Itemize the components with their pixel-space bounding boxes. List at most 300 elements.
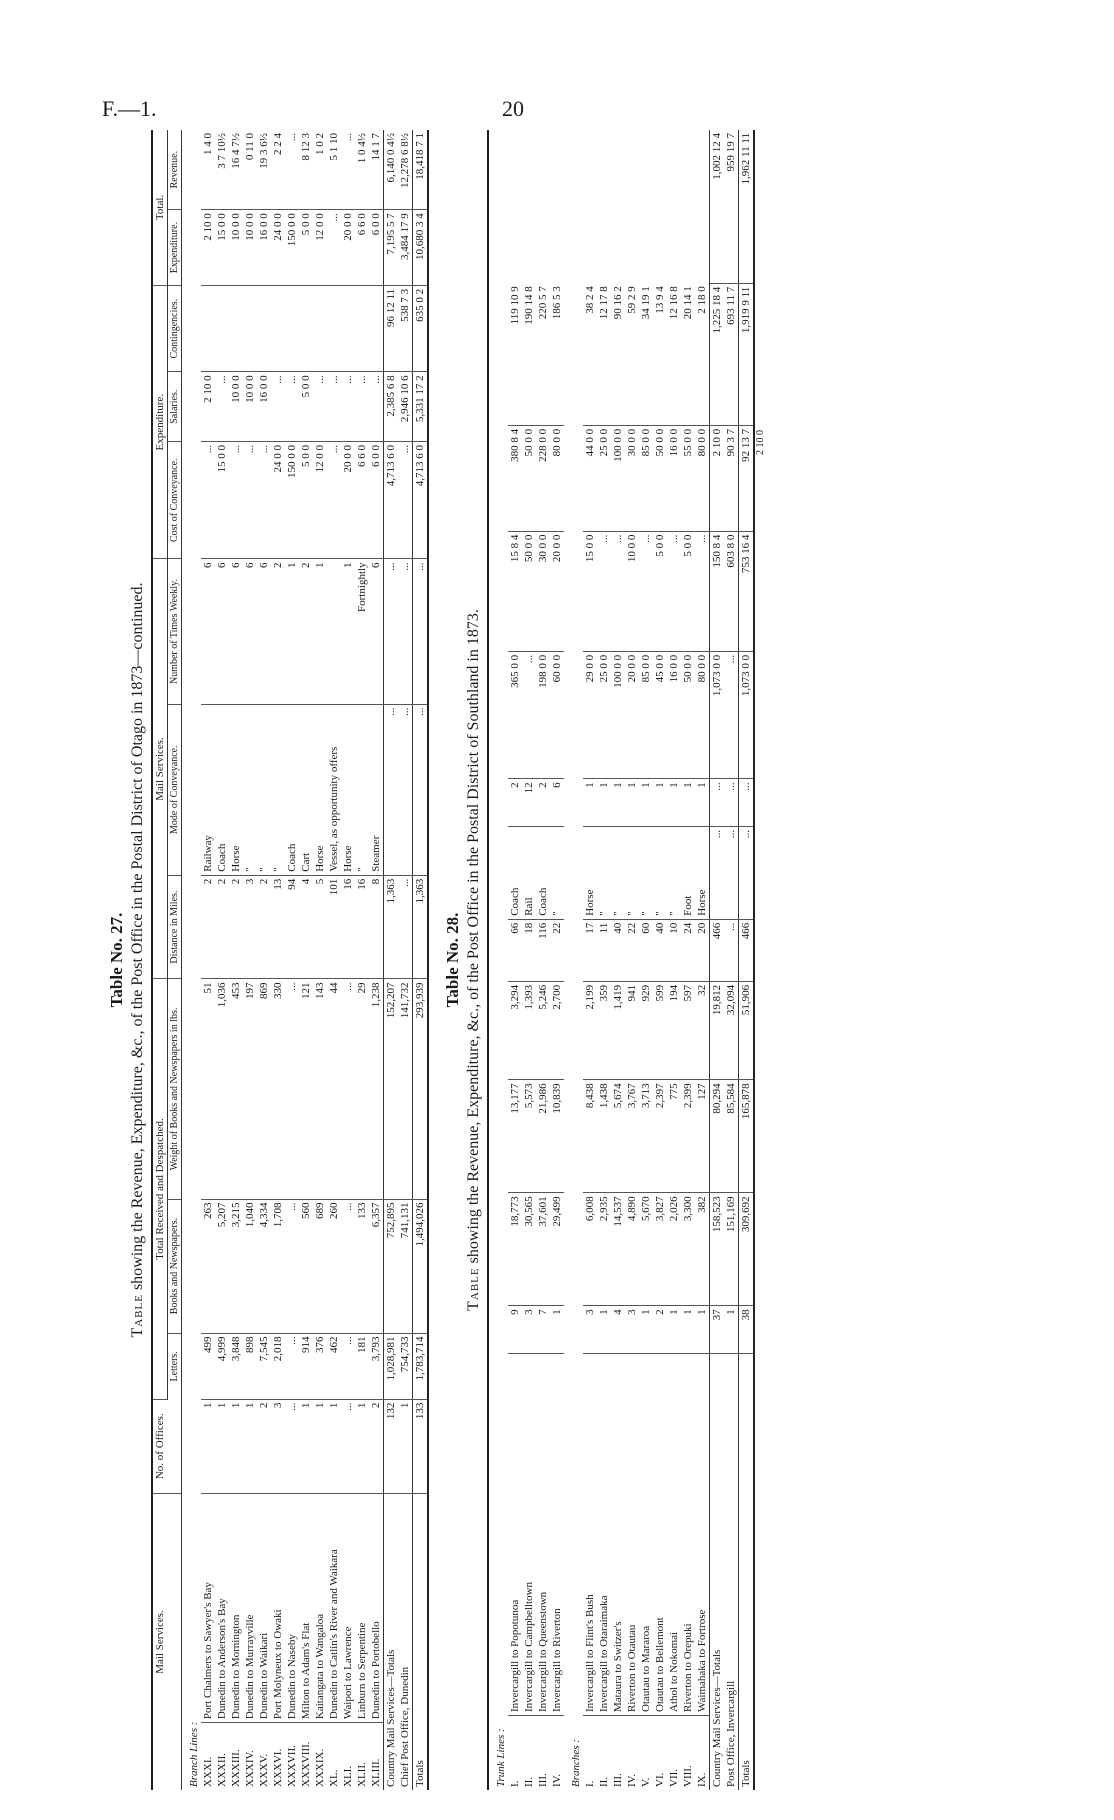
table-28-caption [465,130,483,1790]
table-row [285,130,299,1790]
cell-mode: Coach [285,704,299,875]
cell-salaries: ... [369,372,384,442]
cell-cost: 45 0 0 [653,651,667,779]
cell-offices: 38 [739,1306,755,1354]
cell-books: 21,986 [536,1080,550,1193]
cell-weight: 51 [201,979,215,1199]
cell-weight: 197 [243,979,257,1199]
col-cost: Cost of Conveyance. [168,442,182,559]
subtotal-row [384,130,399,1790]
cell-expenditure: 228 0 0 [536,425,550,531]
table-row [299,130,313,1790]
cell-expenditure: 150 0 0 [285,210,299,286]
cell-revenue: ... [341,130,355,210]
cell-mode: Railway [201,704,215,875]
cell-mode: Horse [229,704,243,875]
cell-mode: ... [710,826,725,919]
cell-cost: ... [257,442,271,559]
cell-weight: 599 [653,981,667,1079]
cell-distance: 1,363 [384,875,399,979]
cell-books: ... [341,1199,355,1333]
cell-contingencies [243,285,257,371]
cell-times: 1 [285,559,299,704]
cell-service: Totals [739,1353,755,1790]
cell-offices: 1 [243,1399,257,1493]
cell-contingencies [299,285,313,371]
page-number: 20 [502,96,524,121]
cell-weight: 32 [695,981,710,1079]
table-28 [443,130,766,1790]
table-27-body [182,130,429,1790]
totals-row [739,130,755,1790]
table-row [313,130,327,1790]
col-mail-services: Mail Services. [152,1493,182,1790]
cell-distance: 20 [695,919,710,981]
col-books: Books and Newspapers. [168,1199,182,1333]
cell-mode: " [639,826,653,919]
cell-distance: 10 [667,919,681,981]
cell-letters: 898 [243,1333,257,1399]
cell-times: 1 [597,779,611,827]
cell-books: 263 [201,1199,215,1333]
cell-distance: 17 [583,919,597,981]
cell-mode: ... [398,704,413,875]
cell-service: Waipori to Lawrence [341,1493,355,1722]
table-27-caption-text: showing the Revenue, Expenditure, &c., of the Post Office in the Postal District of Otago in 1873—continued. [129,582,146,1291]
cell-books: 4,334 [257,1199,271,1333]
col-offices: No. of Offices. [152,1399,182,1493]
cell-offices: ... [341,1399,355,1493]
cell-times: ... [710,779,725,827]
cell-roman: XLII. [356,1762,368,1787]
cell-cost: ... [243,442,257,559]
table-row [229,130,243,1790]
cell-letters: ... [285,1333,299,1399]
cell-salaries: 20 0 0 [550,531,564,651]
cell-times: Fortnightly [355,559,369,704]
cell-expenditure: 44 0 0 [583,425,597,531]
cell-roman: XXXIII. [230,1749,242,1787]
cell-service: Dunedin to Catlin's River and Waikara [327,1493,341,1722]
cell-weight: 3,294 [508,981,522,1079]
cell-revenue: 186 5 3 [550,283,564,425]
cell-offices: 132 [384,1399,399,1493]
table-27-title: Table No. 27. [107,912,126,1008]
cell-roman: VI. [654,1772,666,1787]
cell-expenditure: 85 0 0 [639,425,653,531]
cell-roman: XL. [328,1769,340,1787]
cell-expenditure: 6 6 0 [355,210,369,286]
cell-distance: 40 [653,919,667,981]
cell-times: 1 [695,779,710,827]
cell-expenditure: 24 0 0 [271,210,285,286]
cell-offices: 3 [271,1399,285,1493]
cell-expenditure: 7,195 5 7 [384,210,399,286]
cell-books: 85,584 [724,1080,739,1193]
cell-books: 775 [667,1080,681,1193]
cell-cost: 1,073 0 0 [710,651,725,779]
cell-salaries: 2 10 0 [201,372,215,442]
cell-offices: 3 [625,1306,639,1354]
cell-letters: 2,026 [667,1193,681,1306]
cell-service: Post Office, Invercargill [725,1680,737,1787]
cell-weight: 453 [229,979,243,1199]
cell-offices: 1 [215,1399,229,1493]
col-mode: Mode of Conveyance. [168,704,182,875]
cell-cost: 6 6 0 [355,442,369,559]
cell-times: 1 [583,779,597,827]
cell-expenditure: 2 10 0 [201,210,215,286]
cell-service: Otautau to Bellemont [653,1353,667,1715]
cell-offices: ... [285,1399,299,1493]
cell-letters: 3,827 [653,1193,667,1306]
cell-cost: 20 0 0 [341,442,355,559]
cell-weight: 152,207 [384,979,399,1199]
cell-offices: 2 [653,1306,667,1354]
cell-contingencies: 2 10 0 [710,425,725,531]
cell-letters: 1,028,981 [384,1333,399,1399]
cell-mode: ... [384,704,399,875]
cell-distance: 16 [355,875,369,979]
cell-roman: III. [537,1773,549,1787]
cell-distance: 8 [369,875,384,979]
cell-times: 1 [611,779,625,827]
cell-distance: ... [398,875,413,979]
cell-salaries: 2,385 6 8 [384,372,399,442]
cell-weight: ... [341,979,355,1199]
cell-letters: 181 [355,1333,369,1399]
cell-contingencies [229,285,243,371]
cell-books: 3,215 [229,1199,243,1333]
cell-times: 2 [508,779,522,827]
table-row [522,130,536,1790]
cell-distance: 11 [597,919,611,981]
cell-times: 1 [639,779,653,827]
cell-times: 1 [667,779,681,827]
cell-letters: 29,499 [550,1193,564,1306]
cell-letters: 3,300 [681,1193,695,1306]
cell-revenue: 220 5 7 [536,283,550,425]
cell-cost: 12 0 0 [313,442,327,559]
cell-offices: 1 [639,1306,653,1354]
cell-cost: 198 0 0 [536,651,550,779]
cell-contingencies [285,285,299,371]
cell-cost: 6 0 0 [369,442,384,559]
cell-weight: 929 [639,981,653,1079]
cell-distance: 66 [508,919,522,981]
cell-salaries: ... [327,372,341,442]
cell-expenditure: 693 11 7 [724,283,739,425]
table-28-grid [487,130,755,1790]
col-group-ms: Mail Services. [152,559,168,979]
table-row [369,130,384,1790]
table-row [695,130,710,1790]
cell-distance: 4 [299,875,313,979]
table-row [243,130,257,1790]
cell-books: 3,767 [625,1080,639,1193]
cell-roman: III. [612,1773,624,1787]
cell-letters: 4,890 [625,1193,639,1306]
cell-expenditure: 5 0 0 [299,210,313,286]
table-row [681,130,695,1790]
cell-service: Dunedin to Naseby [285,1493,299,1722]
cell-weight: 1,419 [611,981,625,1079]
table-28-caption-prefix: Table [465,1267,482,1311]
cell-contingencies [215,285,229,371]
cell-revenue: 12 16 8 [667,283,681,425]
cell-expenditure: 30 0 0 [625,425,639,531]
table-27-grid [151,130,429,1790]
col-group-total: Total. [152,130,168,285]
cell-cost: 60 0 0 [550,651,564,779]
table-27-caption-prefix: Table [129,1294,146,1338]
cell-mode: " [625,826,639,919]
cell-books: 10,839 [550,1080,564,1193]
col-contingencies: Contingencies. [168,285,182,371]
cell-letters: ... [341,1333,355,1399]
cell-cost: 85 0 0 [639,651,653,779]
cell-contingencies: 92 13 7 [739,425,755,531]
cell-weight: 597 [681,981,695,1079]
cell-contingencies [313,285,327,371]
cell-weight: ... [285,979,299,1199]
cell-expenditure: ... [327,210,341,286]
cell-service: Waimahaka to Fortrose [695,1353,710,1715]
cell-weight: 19,812 [710,981,725,1079]
cell-times: 6 [243,559,257,704]
cell-salaries: ... [313,372,327,442]
col-group-trd: Total Received and Despatched. [152,979,168,1399]
cell-times: 1 [625,779,639,827]
cell-weight: 359 [597,981,611,1079]
cell-offices: 3 [583,1306,597,1354]
cell-books: 560 [299,1199,313,1333]
col-weight: Weight of Books and Newspapers in lbs. [168,979,182,1199]
cell-distance: 60 [639,919,653,981]
cell-distance: ... [724,919,739,981]
cell-weight: 194 [667,981,681,1079]
cell-salaries: 10 0 0 [229,372,243,442]
cell-offices: 37 [710,1306,725,1354]
cell-mode: Vessel, as opportunity offers [327,704,341,875]
cell-roman: V. [640,1777,652,1787]
table-row [355,130,369,1790]
cell-cost: 5 0 0 [299,442,313,559]
cell-weight: 143 [313,979,327,1199]
cell-roman: XLIII. [370,1758,382,1787]
cell-distance: 2 [257,875,271,979]
cell-roman: IX. [696,1772,708,1787]
col-distance: Distance in Miles. [168,875,182,979]
cell-roman: XXXIV. [244,1750,256,1787]
cell-revenue: 8 12 3 [299,130,313,210]
cell-distance: 24 [681,919,695,981]
cell-distance: 2 [229,875,243,979]
totals-row [413,130,429,1790]
cell-distance: 13 [271,875,285,979]
cell-service: Kaitangata to Wangaloa [313,1493,327,1722]
cell-times: 6 [550,779,564,827]
cell-cost: 80 0 0 [695,651,710,779]
cell-offices: 1 [695,1306,710,1354]
cell-cost: 15 0 0 [215,442,229,559]
cell-salaries: ... [667,531,681,651]
cell-weight: 869 [257,979,271,1199]
cell-offices: 4 [611,1306,625,1354]
table-row [653,130,667,1790]
cell-letters: 754,733 [398,1333,413,1399]
cell-contingencies: 538 7 3 [398,285,413,371]
col-salaries: Salaries. [168,372,182,442]
cell-salaries: ... [355,372,369,442]
table-row [550,130,564,1790]
cell-letters: 4,999 [215,1333,229,1399]
cell-salaries: 5 0 0 [653,531,667,651]
cell-times: 6 [257,559,271,704]
cell-expenditure: 1,225 18 4 [710,283,725,425]
cell-service: Dunedin to Anderson's Bay [215,1493,229,1722]
table-row [271,130,285,1790]
cell-revenue: 12 17 8 [597,283,611,425]
cell-mode: " [550,826,564,919]
cell-offices: 1 [681,1306,695,1354]
cell-expenditure: 25 0 0 [597,425,611,531]
cell-revenue: 1 0 4½ [355,130,369,210]
cell-mode: Foot [681,826,695,919]
cell-roman: XXXIX. [314,1748,326,1787]
cell-times: ... [384,559,399,704]
table-row [257,130,271,1790]
cell-revenue: 90 16 2 [611,283,625,425]
cell-weight: 2,700 [550,981,564,1079]
cell-letters: 376 [313,1333,327,1399]
cell-mode: Rail [522,826,536,919]
cell-revenue: 119 10 9 [508,283,522,425]
cell-expenditure: 10 0 0 [243,210,257,286]
cell-revenue: 1,002 12 4 [710,130,725,283]
cell-books: 6,357 [369,1199,384,1333]
cell-books: 1,438 [597,1080,611,1193]
cell-service: Invercargill to Riverton [550,1353,564,1715]
cell-revenue: 959 19 7 [724,130,739,283]
cell-service: Port Molyneux to Owaki [271,1493,285,1722]
cell-contingencies: 635 0 2 [413,285,429,371]
section-label: Branches : [570,1739,582,1787]
cell-cost: 100 0 0 [611,651,625,779]
cell-roman: I. [509,1780,521,1787]
cell-roman: IV. [551,1774,563,1787]
cell-times: 6 [369,559,384,704]
cell-expenditure: 10,680 3 4 [413,210,429,286]
cell-roman: XLI. [342,1765,354,1787]
cell-mode: Horse [341,704,355,875]
cell-service: Mataura to Switzer's [611,1353,625,1715]
cell-service: Invercargill to Queenstown [536,1353,550,1715]
table-27-caption [129,130,147,1790]
col-revenue: Revenue. [168,130,182,210]
cell-service: Invercargill to Popotunoa [508,1353,522,1715]
cell-expenditure: 3,484 17 9 [398,210,413,286]
subtotal-row [710,130,725,1790]
cell-offices: 1 [229,1399,243,1493]
cell-service: Athol to Nokomai [667,1353,681,1715]
cell-distance: 116 [536,919,550,981]
cell-mode: " [667,826,681,919]
table-row [583,130,597,1790]
cell-salaries: 50 0 0 [522,531,536,651]
cell-cost: 25 0 0 [597,651,611,779]
cell-service: Dunedin to Mornington [229,1493,243,1722]
cell-offices: 1 [667,1306,681,1354]
cell-expenditure: 50 0 0 [653,425,667,531]
cell-salaries: ... [597,531,611,651]
cell-roman: VII. [668,1768,680,1787]
cell-roman: XXXV. [258,1753,270,1787]
cell-times: 1 [341,559,355,704]
section-row [488,130,508,1790]
cell-distance: 94 [285,875,299,979]
cell-expenditure: 50 0 0 [522,425,536,531]
cell-salaries: 15 0 0 [583,531,597,651]
cell-mode: " [271,704,285,875]
cell-letters: 2,018 [271,1333,285,1399]
cell-expenditure: 10 0 0 [229,210,243,286]
cell-service: Otautau to Mararoa [639,1353,653,1715]
cell-times: 1 [313,559,327,704]
col-group-exp: Expenditure. [152,285,168,559]
table-28-caption-text: showing the Revenue, Expenditure, &c., of the Post Office in the Postal District of Southland in 1873. [465,609,482,1264]
cell-revenue: 5 1 10 [327,130,341,210]
cell-contingencies: 90 3 7 [724,425,739,531]
cell-cost: ... [327,442,341,559]
cell-revenue: 1 4 0 [201,130,215,210]
cell-cost: 29 0 0 [583,651,597,779]
cell-times: 6 [229,559,243,704]
cell-weight: 330 [271,979,285,1199]
cell-salaries: ... [611,531,625,651]
cell-books: 741,131 [398,1199,413,1333]
table-row [215,130,229,1790]
cell-revenue: 14 1 7 [369,130,384,210]
cell-mode: " [257,704,271,875]
cell-contingencies: 96 12 11 [384,285,399,371]
subtotal-row [398,130,413,1790]
cell-books: 2,399 [681,1080,695,1193]
cell-times: 12 [522,779,536,827]
contingency-note [755,130,766,1790]
table-row [536,130,550,1790]
cell-cost: 1,073 0 0 [739,651,755,779]
cell-times: 6 [215,559,229,704]
cell-salaries: 5 0 0 [299,372,313,442]
cell-weight: 941 [625,981,639,1079]
cell-roman: XXXVI. [272,1748,284,1787]
contingency-note-value: 2 10 0 [755,430,766,455]
cell-cost: ... [522,651,536,779]
cell-offices: 9 [508,1306,522,1354]
cell-cost: 16 0 0 [667,651,681,779]
cell-mode: Coach [508,826,522,919]
cell-times: ... [724,779,739,827]
cell-expenditure: 16 0 0 [667,425,681,531]
cell-books: 133 [355,1199,369,1333]
cell-mode: ... [739,826,755,919]
cell-distance: 101 [327,875,341,979]
cell-roman: VIII. [682,1765,694,1787]
cell-books: 127 [695,1080,710,1193]
cell-times: 2 [271,559,285,704]
cell-distance: 22 [550,919,564,981]
